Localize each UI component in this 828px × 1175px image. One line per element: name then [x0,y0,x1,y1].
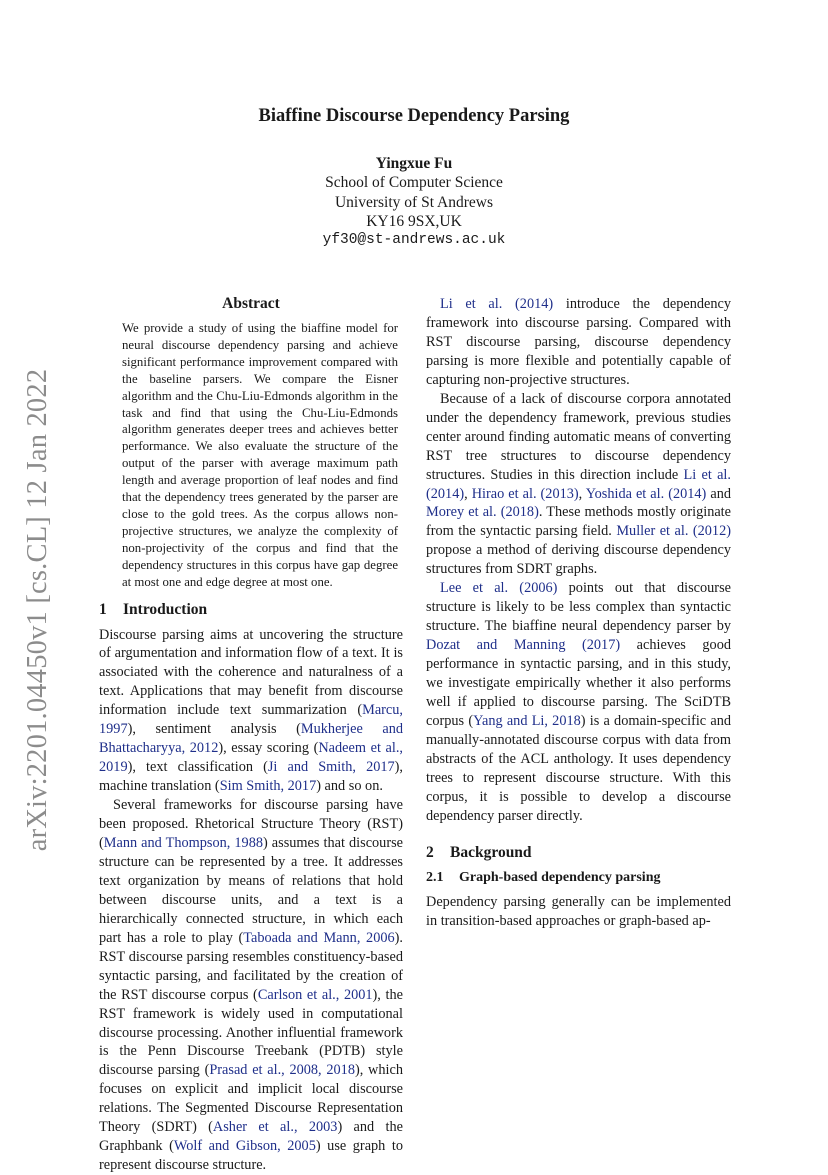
intro-paragraph-2: Several frameworks for discourse parsing have been proposed. Rhetorical Structure Theory (RST) (Mann and Thompson, 1988) assumes that discourse structure can be represented by a tree. It addresses text organization by means of relations that hold between discourse units, and a text is a hierarchically connected structure, in which each part has a role to play (Taboada and Mann, 2006). RST discourse parsing resembles constituency-based syntactic parsing, and facilitated by the creation of the RST discourse corpus (Carlson et al., 2001), the RST framework is widely used in computational discourse processing. Another influential framework is the Penn Discourse Treebank (PDTB) style discourse parsing (Prasad et al., 2008, 2018), which focuses on explicit and implicit local discourse relations. The Segmented Discourse Representation Theory (SDRT) (Asher et al., 2003) and the Graphbank (Wolf and Gibson, 2005) use graph to represent discourse structure. [99,797,404,1174]
author-email: yf30@st-andrews.ac.uk [322,232,506,249]
subsection-title: Graph-based dependency parsing [459,869,661,885]
citation-link[interactable]: Lee et al. (2006) [440,580,558,597]
intro-paragraph-4: Because of a lack of discourse corpora annotated under the dependency framework, previous studies center around finding automatic means of converting RST tree structures to discourse dependency structures. Studies in this direction include Li et al. (2014), Hirao et al. (2013), Yoshida et al. (2014) and Morey et al. (2018). These methods mostly originate from the syntactic parsing field. Muller et al. (2012) propose a method of deriving discourse dependency structures from SDRT graphs. [426,390,732,578]
arxiv-id: arXiv:2201.04450v1 [cs.CL] 12 Jan 2022 [22,368,53,852]
citation-link[interactable]: Sim Smith, 2017 [219,778,317,795]
section-title: Introduction [123,600,208,618]
section-number: 2 [426,843,434,861]
citation-link[interactable]: Nadeem et al., 2019 [99,740,404,776]
left-column [99,295,403,1175]
section-heading-introduction [99,601,403,619]
intro-paragraph-5: Lee et al. (2006) points out that discourse structure is likely to be less complex than syntactic structure. The biaffine neural dependency parser by Dozat and Manning (2017) achieves good performance in syntactic parsing, and in this study, we investigate empirically whether it also performs well if applied to discourse parsing. The SciDTB corpus (Yang and Li, 2018) is a domain-specific and manually-annotated discourse corpus with data from abstracts of the ACL anthology. It uses dependency trees to represent discourse structure. With this corpus, it is possible to develop a discourse dependency parser directly. [426,580,732,824]
abstract-text: We provide a study of using the biaffine model for neural discourse dependency parsing and achieve significant performance improvement compared with the baseline parsers. We compare the Eisner algorithm and the Chu-Liu-Edmonds algorithm in the task and find that using the Chu-Liu-Edmonds algorithm generates deeper trees and achieves better performance. We also evaluate the structure of the output of the parser with average maximum path length and average proportion of leaf nodes and find that the dependency trees generated by the parser are close to the gold trees. As the corpus allows non-projective structures, we analyze the complexity of non-projectivity of the corpus and find that the dependency structures in this corpus have gap degree at most one and edge degree at most one. [122,321,398,589]
citation-link[interactable]: Morey et al. (2018) [426,504,539,521]
citation-link[interactable]: Wolf and Gibson, 2005 [173,1138,316,1155]
background-paragraph-1: Dependency parsing generally can be implemented in transition-based approaches or graph-based ap- [426,893,731,929]
section-title: Background [450,843,532,861]
abstract-heading: Abstract [222,295,280,312]
author-name: Yingxue Fu [375,155,453,172]
citation-link[interactable]: Dozat and Manning (2017) [426,637,621,654]
citation-link[interactable]: Hirao et al. (2013) [471,485,579,502]
affiliation-line-1: School of Computer Science [325,174,503,192]
author-block [0,154,828,250]
citation-link[interactable]: Marcu, 1997 [99,702,403,738]
affiliation-line-3: KY16 9SX,UK [366,212,462,230]
citation-link[interactable]: Muller et al. (2012) [616,523,731,540]
subsection-number: 2.1 [426,869,444,885]
citation-link[interactable]: Mukherjee and Bhattacharyya, 2012 [99,721,403,757]
citation-link[interactable]: Prasad et al., 2008, 2018 [209,1062,355,1079]
arxiv-stamp [18,370,58,850]
citation-link[interactable]: Li et al. (2014) [426,466,731,502]
right-column [426,295,731,931]
citation-link[interactable]: Yang and Li, 2018 [473,712,581,729]
citation-link[interactable]: Ji and Smith, 2017 [267,759,395,776]
subsection-heading [426,870,731,886]
citation-link[interactable]: Yoshida et al. (2014) [585,485,707,502]
citation-link[interactable]: Asher et al., 2003 [212,1119,338,1136]
paper-title: Biaffine Discourse Dependency Parsing [258,106,570,126]
section-number: 1 [99,600,107,618]
intro-paragraph-1: Discourse parsing aims at uncovering the structure of argumentation and information flow of a text. It is associated with the coherence and naturalness of a text. Applications that may benefit from discourse information include text summarization (Marcu, 1997), sentiment analysis (Mukherjee and Bhattacharyya, 2012), essay scoring (Nadeem et al., 2019), text classification (Ji and Smith, 2017), machine translation (Sim Smith, 2017) and so on. [99,626,404,795]
citation-link[interactable]: Taboada and Mann, 2006 [243,929,395,946]
section-heading-background [426,844,731,862]
citation-link[interactable]: Carlson et al., 2001 [257,986,373,1003]
intro-paragraph-3: Li et al. (2014) introduce the dependency framework into discourse parsing. Compared with RST discourse parsing, discourse dependency parsing is more flexible and potentially capable of capturing non-projective structures. [426,296,731,388]
citation-link[interactable]: Mann and Thompson, 1988 [103,834,263,851]
affiliation-line-2: University of St Andrews [334,193,493,211]
citation-link[interactable]: Li et al. (2014) [440,296,554,312]
